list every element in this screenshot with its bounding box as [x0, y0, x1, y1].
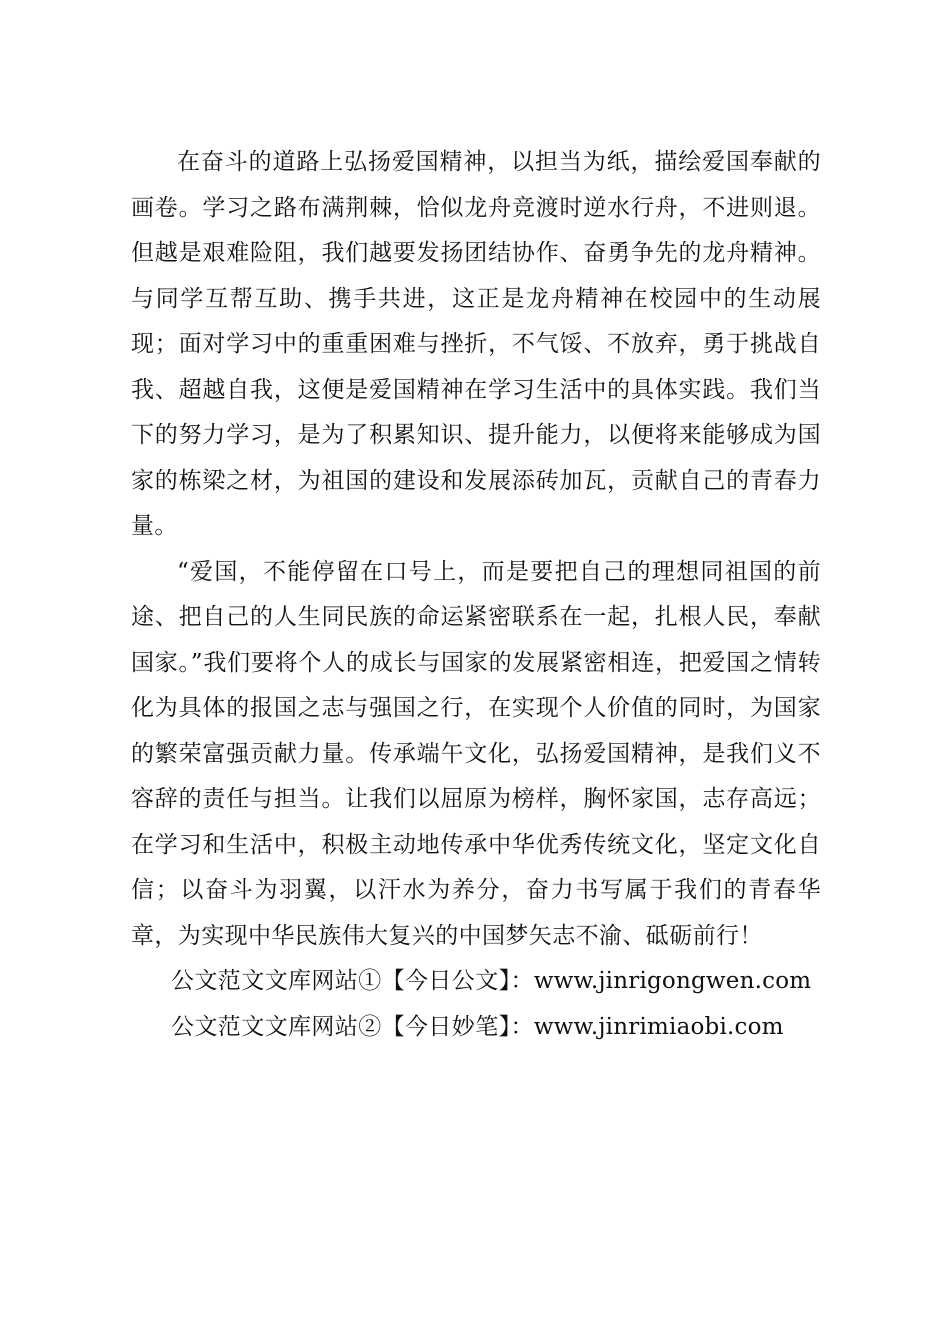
site-reference-2 — [131, 1005, 821, 1051]
document-body — [131, 140, 821, 1050]
site-reference-1 — [131, 959, 821, 1005]
site-reference-1-url[interactable]: www.jinrigongwen.com — [533, 968, 812, 994]
site-reference-1-label: 公文范文文库网站①【今日公文】： — [171, 968, 534, 994]
paragraph-patriotism-quote: “爱国，不能停留在口号上，而是要把自己的理想同祖国的前途、把自己的人生同民族的命运紧密联系在一起，扎根人民，奉献国家。”我们要将个人的成长与国家的发展紧密相连，把爱国之情转化为具体的报国之志与强国之行，在实现个人价值的同时，为国家的繁荣富强贡献力量。传承端午文化，弘扬爱国精神，是我们义不容辞的责任与担当。让我们以屈原为榜样，胸怀家国，志存高远；在学习和生活中，积极主动地传承中华优秀传统文化，坚定文化自信；以奋斗为羽翼，以汗水为养分，奋力书写属于我们的青春华章，为实现中华民族伟大复兴的中国梦矢志不渝、砥砺前行！ — [131, 558, 821, 949]
paragraph-patriotism-struggle: 在奋斗的道路上弘扬爱国精神，以担当为纸，描绘爱国奉献的画卷。学习之路布满荆棘，恰似龙舟竞渡时逆水行舟，不进则退。但越是艰难险阻，我们越要发扬团结协作、奋勇争先的龙舟精神。与同学互帮互助、携手共进，这正是龙舟精神在校园中的生动展现；面对学习中的重重困难与挫折，不气馁、不放弃，勇于挑战自我、超越自我，这便是爱国精神在学习生活中的具体实践。我们当下的努力学习，是为了积累知识、提升能力，以便将来能够成为国家的栋梁之材，为祖国的建设和发展添砖加瓦，贡献自己的青春力量。 — [131, 149, 821, 539]
site-reference-2-label: 公文范文文库网站②【今日妙笔】： — [171, 1013, 534, 1040]
site-reference-2-url[interactable]: www.jinrimiaobi.com — [533, 1013, 784, 1040]
